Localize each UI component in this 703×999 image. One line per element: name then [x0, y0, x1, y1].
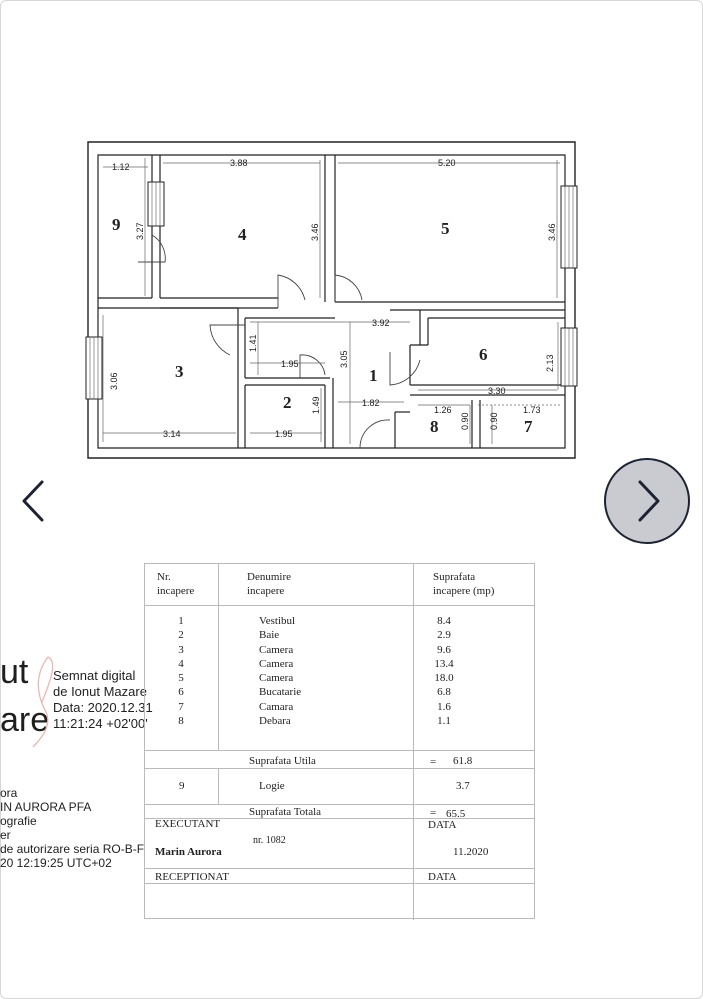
executant-name: Marin Aurora: [155, 846, 222, 858]
signature-line: Data: 2020.12.31: [53, 700, 153, 715]
next-image-button[interactable]: [604, 458, 690, 544]
dim-r7-width: 1.73: [523, 405, 541, 415]
table-cell-area: 9.6: [437, 643, 451, 656]
signature-line: 11:21:24 +02'00': [53, 716, 148, 731]
room-area-column: [429, 614, 459, 728]
dim-hall-width: 3.92: [372, 318, 390, 328]
dim-r9-height: 3.27: [135, 222, 145, 240]
dim-r1-width: 1.82: [362, 398, 380, 408]
signature2-line: de autorizare seria RO-B-F: [0, 842, 145, 856]
table-cell-area: 13.4: [434, 657, 454, 670]
signature2-line: er: [0, 828, 11, 842]
dim-r3-height: 3.06: [109, 372, 119, 390]
table-cell-nr: 4: [178, 657, 184, 670]
room-number-column: [176, 614, 186, 728]
dim-r2-height: 1.49: [311, 396, 321, 414]
room-label-2: 2: [283, 393, 292, 412]
table-cell-name: Vestibul: [259, 615, 296, 627]
table-cell-nr: 3: [178, 643, 184, 656]
data-label-1: DATA: [428, 819, 457, 831]
dim-r8-height: 0.90: [460, 412, 470, 430]
room-label-7: 7: [524, 417, 533, 436]
table-cell-nr: 5: [178, 672, 184, 685]
room-label-6: 6: [479, 345, 488, 364]
table-cell-name: Baie: [259, 629, 280, 642]
dim-r5-height: 3.46: [547, 223, 557, 241]
table-cell-nr: 6: [178, 686, 184, 699]
header-denumire: Denumire: [247, 571, 291, 583]
suprafata-totala-label: Suprafata Totala: [249, 806, 322, 818]
dim-hall-height: 1.41: [248, 334, 258, 352]
room-name-column: [259, 614, 301, 728]
table-cell-area: 2.9: [437, 629, 451, 642]
digital-signature-text: [53, 668, 153, 732]
table-cell-nr: 7: [178, 700, 184, 713]
signature-line: Semnat digital: [53, 668, 136, 683]
table-cell-area: 8.4: [437, 615, 451, 627]
logie-name: Logie: [259, 780, 285, 792]
suprafata-totala-value: 65.5: [446, 808, 466, 820]
data-label-2: DATA: [428, 871, 457, 883]
signature2-line: 20 12:19:25 UTC+02: [0, 856, 112, 870]
room-label-4: 4: [238, 225, 247, 244]
dim-r8-width: 1.26: [434, 405, 452, 415]
suprafata-utila-value: 61.8: [453, 755, 473, 767]
header-denumire-sub: incapere: [247, 585, 285, 597]
table-cell-name: Camara: [259, 700, 294, 713]
signature2-line: ora: [0, 786, 18, 800]
signature-logo-text-1: ut: [0, 653, 29, 691]
area-table: [144, 563, 535, 919]
room-label-3: 3: [175, 362, 184, 381]
previous-image-button[interactable]: [12, 476, 52, 526]
signature-logo-text-2: are: [0, 701, 50, 739]
table-cell-nr: 2: [178, 629, 184, 642]
room-label-9: 9: [112, 215, 121, 234]
header-nr: Nr.: [157, 571, 171, 583]
header-nr-sub: incapere: [157, 585, 195, 597]
signature2-line: ografie: [0, 814, 37, 828]
table-cell-area: 1.6: [437, 700, 451, 713]
dim-r7-height: 0.90: [489, 412, 499, 430]
table-cell-area: 6.8: [437, 686, 451, 699]
signature2-line: IN AURORA PFA: [0, 800, 92, 814]
digital-signature-2-text: [0, 786, 144, 870]
signature-line: de Ionut Mazare: [53, 684, 147, 699]
table-cell-area: 1.1: [437, 715, 451, 728]
dim-r1-height: 3.05: [339, 350, 349, 368]
executant-date: 11.2020: [453, 846, 489, 858]
chevron-right-icon: [606, 460, 688, 542]
header-suprafata-sub: incapere (mp): [433, 585, 495, 597]
dim-r6-width: 3.30: [488, 386, 506, 396]
suprafata-utila-equals: =: [430, 756, 437, 768]
floor-plan: [0, 0, 703, 470]
table-cell-nr: 8: [178, 715, 184, 728]
room-label-5: 5: [441, 219, 450, 238]
header-suprafata: Suprafata: [433, 571, 476, 583]
logie-value: 3.7: [456, 780, 470, 792]
receptionat-label: RECEPTIONAT: [155, 871, 229, 883]
dim-r6-height: 2.13: [545, 354, 555, 372]
logie-nr: 9: [179, 780, 185, 792]
room-label-1: 1: [369, 366, 378, 385]
suprafata-utila-label: Suprafata Utila: [249, 755, 316, 767]
dim-r4-height: 3.46: [310, 223, 320, 241]
table-cell-name: Camera: [259, 672, 294, 685]
suprafata-totala-equals: =: [430, 807, 437, 819]
table-cell-area: 18.0: [434, 672, 454, 685]
dim-r3-width: 3.14: [163, 429, 181, 439]
executant-label: EXECUTANT: [155, 818, 221, 830]
table-cell-nr: 1: [178, 615, 184, 627]
table-cell-name: Camera: [259, 657, 294, 670]
table-cell-name: Debara: [259, 715, 291, 728]
table-cell-name: Camera: [259, 643, 294, 656]
dim-r9-width: 1.12: [112, 162, 130, 172]
chevron-left-icon: [12, 476, 52, 526]
dim-r4-width: 3.88: [230, 158, 248, 168]
room-label-8: 8: [430, 417, 439, 436]
dim-r2-top: 1.95: [281, 359, 299, 369]
dim-r2-width: 1.95: [275, 429, 293, 439]
table-cell-name: Bucatarie: [259, 686, 302, 699]
authorization-number: nr. 1082: [253, 835, 286, 846]
dim-r5-width: 5.20: [438, 158, 456, 168]
